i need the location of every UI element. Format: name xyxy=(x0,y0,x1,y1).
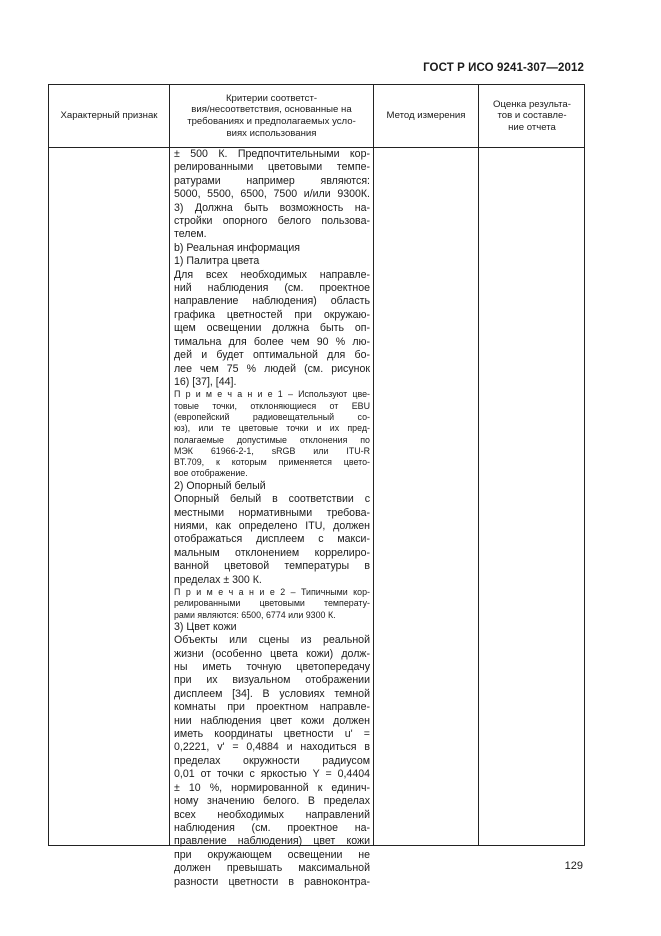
criteria-line: стройки опорного белого пользова- xyxy=(174,215,370,228)
criteria-line: иметь координаты цветности u' = xyxy=(174,728,370,741)
criteria-line: всех необходимых направлений xyxy=(174,808,370,821)
column-header-line: Метод измерения xyxy=(386,110,466,122)
criteria-line: пределах ± 300 К. xyxy=(174,573,262,586)
criteria-line: b) Реальная информация xyxy=(174,241,301,254)
criteria-line: телем. xyxy=(174,228,207,241)
note-line: (европейский радиовещательный со- xyxy=(174,411,370,422)
column-divider xyxy=(478,85,479,845)
document-code: ГОСТ Р ИСО 9241-307—2012 xyxy=(423,62,584,74)
criteria-line: ванной цветовой температуры в xyxy=(174,560,370,573)
criteria-line: 3) Цвет кожи xyxy=(174,620,237,633)
criteria-line: тимальна для более чем 90 % лю- xyxy=(174,335,370,348)
column-header-method xyxy=(374,85,478,147)
criteria-line: 5000, 5500, 6500, 7500 и/или 9300К. xyxy=(174,188,370,201)
criteria-line: ± 10 %, нормированной к единич- xyxy=(174,781,370,794)
criteria-line: правление наблюдения) цвет кожи xyxy=(174,835,370,848)
column-divider xyxy=(169,85,170,845)
criteria-line: релированными цветовыми темпе- xyxy=(174,161,370,174)
note-line: BT.709, к которым применяется цвето- xyxy=(174,457,370,468)
criteria-line: 2) Опорный белый xyxy=(174,479,266,492)
column-header-line: вия/несоответствия, основанные на xyxy=(191,104,352,116)
criteria-line: жизни (особенно цвета кожи) долж- xyxy=(174,647,370,660)
criteria-line: мальным отклонением коррелиро- xyxy=(174,546,370,559)
note-line: МЭК 61966-2-1, sRGB или ITU-R xyxy=(174,445,370,456)
criteria-line: комнаты при проектном направле- xyxy=(174,701,370,714)
criteria-line: ны иметь точную цветопередачу xyxy=(174,661,370,674)
criteria-line: при их визуальном отображении xyxy=(174,674,370,687)
criteria-text xyxy=(174,148,370,889)
criteria-line: 0,2221, v' = 0,4884 и находиться в xyxy=(174,741,370,754)
column-header-line: требованиях и предполагаемых усло- xyxy=(187,116,356,127)
criteria-line: 0,01 от точки с яркостью Y = 0,4404 xyxy=(174,768,370,781)
criteria-line: разности цветности в равноконтра- xyxy=(174,875,370,888)
criteria-line: направление наблюдения) область xyxy=(174,295,370,308)
note-line: товые точки, отклоняющиеся от EBU xyxy=(174,400,370,411)
criteria-line: ному значению белого. В пределах xyxy=(174,795,370,808)
page-number: 129 xyxy=(564,860,583,872)
column-divider xyxy=(373,85,374,845)
note-line: юз), или те цветовые точки и их пред- xyxy=(174,423,370,434)
criteria-line: ний наблюдения (см. проектное xyxy=(174,282,370,295)
criteria-line: 3) Должна быть возможность на- xyxy=(174,201,370,214)
note-line: вое отображение. xyxy=(174,468,248,479)
criteria-line: пределах окружности радиусом xyxy=(174,754,370,767)
criteria-line: ратурами например являются: xyxy=(174,174,370,187)
criteria-line: лее чем 75 % людей (см. рисунок xyxy=(174,362,370,375)
criteria-line: ниями, как определено ITU, должен xyxy=(174,519,370,532)
criteria-line: щем освещении должна быть оп- xyxy=(174,322,370,335)
criteria-line: Опорный белый в соответствии с xyxy=(174,493,370,506)
criteria-line: Объекты или сцены из реальной xyxy=(174,634,370,647)
criteria-line: графика цветностей при окружаю- xyxy=(174,308,370,321)
note-line: рами являются: 6500, 6774 или 9300 К. xyxy=(174,609,336,620)
column-header-line: Характерный признак xyxy=(60,110,158,122)
criteria-line: отображаться дисплеем с макси- xyxy=(174,533,370,546)
criteria-line: при окружающем освещении не xyxy=(174,848,370,861)
criteria-line: должен превышать максимальной xyxy=(174,862,370,875)
column-header-feature xyxy=(49,85,169,147)
criteria-line: Для всех необходимых направле- xyxy=(174,268,370,281)
note-line: П р и м е ч а н и е 1 – Используют цве- xyxy=(174,389,370,400)
column-header-evaluation xyxy=(479,85,585,147)
note-line: полагаемые допустимые отклонения по xyxy=(174,434,370,445)
criteria-line: ± 500 К. Предпочтительными кор- xyxy=(174,148,370,160)
criteria-line: дей и будет оптимальной для бо- xyxy=(174,349,370,362)
column-header-line: Оценка результа- xyxy=(493,98,571,110)
column-header-line: тов и составле- xyxy=(497,110,567,122)
column-header-line: виях использования xyxy=(226,127,317,139)
criteria-line: местными нормативными требова- xyxy=(174,506,370,519)
note-line: релированными цветовыми температу- xyxy=(174,598,370,609)
note-line: П р и м е ч а н и е 2 – Типичными кор- xyxy=(174,586,370,597)
criteria-line: нии наблюдения цвет кожи должен xyxy=(174,714,370,727)
criteria-line: 16) [37], [44]. xyxy=(174,375,237,388)
criteria-line: дисплеем [34]. В условиях темной xyxy=(174,687,370,700)
column-header-criteria xyxy=(170,85,373,147)
column-header-line: Критерии соответст- xyxy=(225,92,318,104)
column-header-line: ние отчета xyxy=(508,121,556,133)
criteria-line: 1) Палитра цвета xyxy=(174,255,260,268)
criteria-line: наблюдения (см. проектное на- xyxy=(174,821,370,834)
